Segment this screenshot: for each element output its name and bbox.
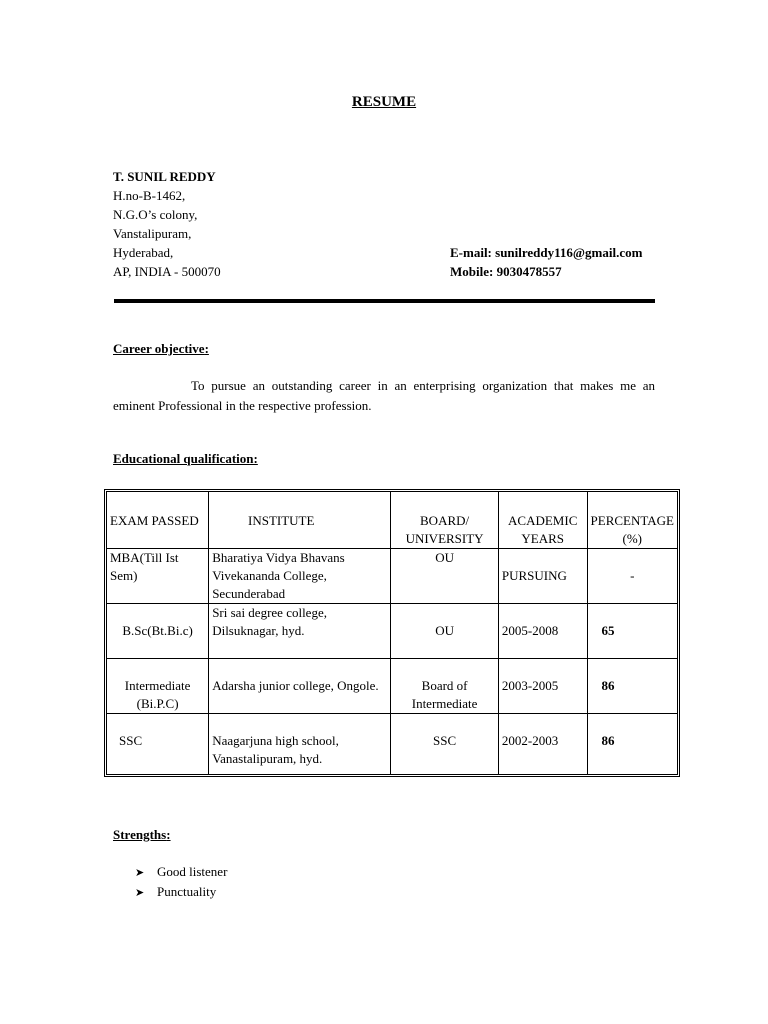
- address-line: H.no-B-1462,: [113, 188, 186, 203]
- board-cell: OU: [391, 604, 499, 659]
- board-cell: SSC: [391, 714, 499, 774]
- percentage-cell: -: [588, 549, 677, 604]
- institute-cell: Naagarjuna high school, Vanastalipuram, hyd.: [209, 714, 391, 774]
- email-text: E-mail: sunilreddy116@gmail.com: [450, 245, 643, 260]
- list-item: ➤ Good listener: [135, 862, 227, 882]
- exam-cell: MBA(Till Ist Sem): [107, 549, 209, 604]
- table-row: [107, 604, 677, 659]
- institute-cell: Adarsha junior college, Ongole.: [209, 659, 391, 714]
- address-line: N.G.O’s colony,: [113, 207, 198, 222]
- education-table: [104, 489, 680, 777]
- address-line: AP, INDIA - 500070: [113, 264, 221, 279]
- column-header: ACADEMIC YEARS: [499, 492, 588, 549]
- education-heading: Educational qualification:: [113, 451, 258, 466]
- years-cell: 2003-2005: [499, 659, 588, 714]
- column-header: EXAM PASSED: [107, 492, 209, 549]
- arrow-bullet-icon: ➤: [135, 866, 145, 879]
- table-row: [107, 549, 677, 604]
- candidate-name: T. SUNIL REDDY: [113, 169, 216, 184]
- address-block: [113, 167, 221, 281]
- exam-cell: B.Sc(Bt.Bi.c): [107, 604, 209, 659]
- table-header-row: [107, 492, 677, 549]
- board-cell: Board of Intermediate: [391, 659, 499, 714]
- contact-block: [450, 243, 642, 281]
- table-row: [107, 714, 677, 774]
- years-cell: 2002-2003: [499, 714, 588, 774]
- table-row: [107, 659, 677, 714]
- column-header: INSTITUTE: [209, 492, 391, 549]
- institute-cell: Bharatiya Vidya Bhavans Vivekananda College, Secunderabad: [209, 549, 391, 604]
- career-objective-text: To pursue an outstanding career in an enterprising organization that makes me an eminent Professional in the respective profession.: [113, 378, 655, 413]
- strengths-list: [135, 862, 227, 902]
- years-cell: PURSUING: [499, 549, 588, 604]
- strengths-heading: Strengths:: [113, 827, 171, 842]
- exam-cell: Intermediate (Bi.P.C): [107, 659, 209, 714]
- institute-cell: Sri sai degree college, Dilsuknagar, hyd.: [209, 604, 391, 659]
- list-item: ➤ Punctuality: [135, 882, 227, 902]
- column-header: BOARD/ UNIVERSITY: [391, 492, 499, 549]
- years-cell: 2005-2008: [499, 604, 588, 659]
- board-cell: OU: [391, 549, 499, 604]
- mobile-text: Mobile: 9030478557: [450, 264, 562, 279]
- column-header: PERCENTAGE (%): [588, 492, 677, 549]
- resume-title: RESUME: [351, 94, 417, 110]
- percentage-cell: 86: [588, 659, 677, 714]
- header-divider: [114, 299, 655, 303]
- percentage-cell: 65: [588, 604, 677, 659]
- address-line: Hyderabad,: [113, 245, 174, 260]
- address-line: Vanstalipuram,: [113, 226, 192, 241]
- exam-cell: SSC: [107, 714, 209, 774]
- career-objective-heading: Career objective:: [113, 341, 209, 356]
- percentage-cell: 86: [601, 733, 615, 748]
- arrow-bullet-icon: ➤: [135, 886, 145, 899]
